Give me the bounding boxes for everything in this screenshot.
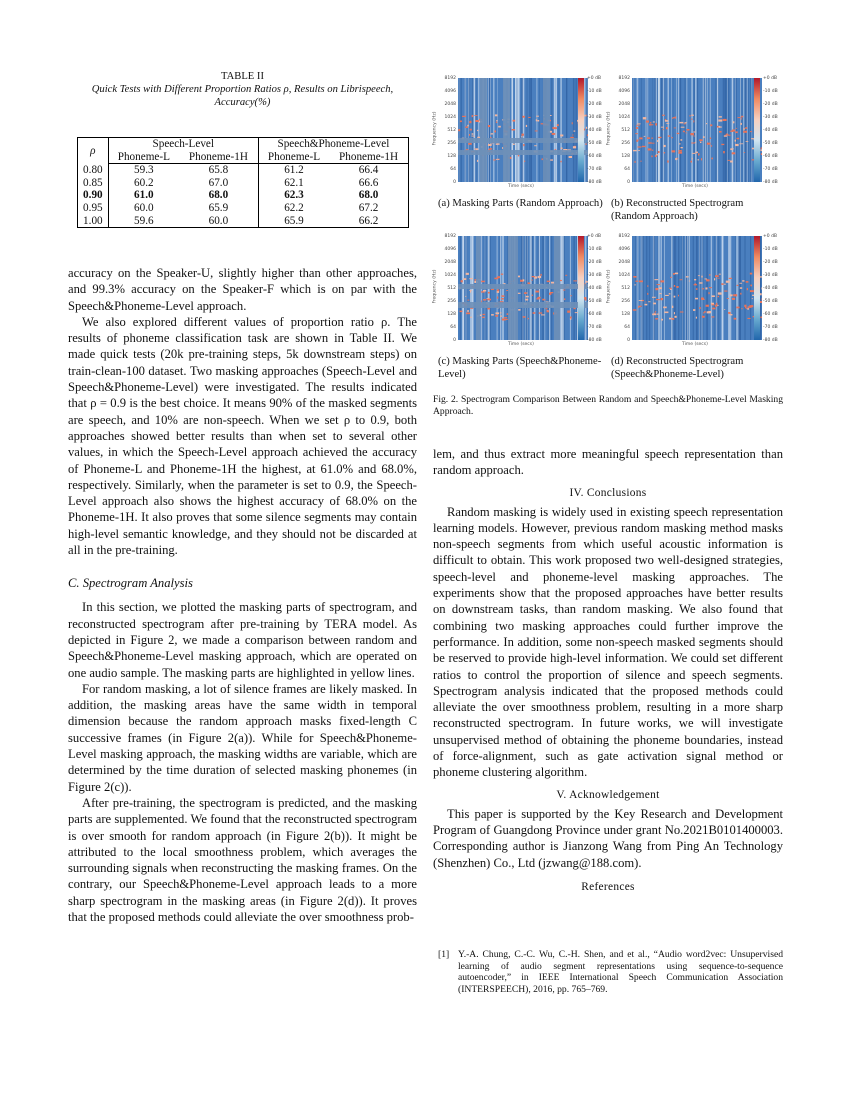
subcaption-b: (b) Reconstructed Spectrogram (Random Approach) [611,198,744,222]
spectrogram-a [458,78,588,182]
y-tick-label: 128 [447,312,456,317]
y-tick-label: 256 [447,299,456,304]
cell: 67.0 [208,176,229,189]
colorbar-label: -20 dB [587,260,602,265]
table-row [78,177,409,190]
section-heading: C. Spectrogram Analysis [68,576,193,591]
y-tick-label: 256 [621,141,630,146]
spectrogram-b-image [632,78,762,182]
colorbar-label: -20 dB [763,102,778,107]
cell: 61.0 [134,189,154,202]
colorbar [754,236,760,340]
y-tick-label: 512 [621,286,630,291]
y-axis-label: Frequency (Hz) [432,111,438,146]
y-axis-label: Frequency (Hz) [606,269,612,304]
colorbar-label: -40 dB [587,286,602,291]
y-tick-label: 256 [621,299,630,304]
y-tick-label: 256 [447,141,456,146]
cell: 0.80 [78,164,109,177]
colorbar-label: +0 dB [587,76,602,81]
y-tick-label: 64 [450,325,456,330]
cell: 65.9 [258,215,329,228]
colorbar-label: -70 dB [587,167,602,172]
colorbar-label: -60 dB [763,312,778,317]
figure-caption: Fig. 2. Spectrogram Comparison Between Random and Speech&Phoneme-Level Masking Approach. [433,394,783,417]
y-tick-label: 1024 [618,115,630,120]
cell: 68.0 [329,189,408,202]
colorbar-label: -30 dB [587,273,602,278]
y-tick-label: 2048 [444,102,456,107]
cell: 61.2 [258,164,329,177]
colorbar-label: +0 dB [763,76,778,81]
cell: 65.8 [208,164,229,177]
x-axis-label: Time (secs) [682,184,708,189]
y-tick-label: 64 [624,325,630,330]
cell: 67.2 [329,202,408,215]
colorbar-label: -10 dB [763,89,778,94]
x-axis-label: Time (secs) [508,342,534,347]
reference-number: [1] [438,949,450,960]
colorbar-label: -60 dB [763,154,778,159]
paragraph: In this section, we plotted the masking parts of spectrogram, and reconstructed spectrogram after pre-training by TERA model. As depicted in Figure 2, we made a comparison between random and Speech&Phoneme-Level masking approach, which are operated on one audio sample. The masking parts are highlighted in yellow lines. [68,600,417,680]
table-row [78,164,409,177]
y-tick-label: 512 [447,286,456,291]
paragraph: accuracy on the Speaker-U, slightly higher than other approaches, and 99.3% accuracy on the Speaker-F which is on par with the Speech&Phoneme-Level approach. [68,266,417,313]
col-header: Phoneme-L [108,151,179,164]
colorbar-label: -20 dB [763,260,778,265]
table-subtitle: Quick Tests with Different Proportion Ratios ρ, Results on Librispeech, Accuracy(%) [91,84,394,108]
colorbar-label: -70 dB [587,325,602,330]
colorbar-label: -70 dB [763,325,778,330]
cell: 62.3 [258,189,329,202]
y-tick-label: 4096 [618,247,630,252]
x-axis-label: Time (secs) [682,342,708,347]
spectrogram-c [458,236,588,340]
cell: 59.6 [108,215,179,228]
group-speech-phoneme-level: Speech&Phoneme-Level [258,138,408,151]
section-heading: V. Acknowledgement [556,788,660,801]
y-tick-label: 64 [450,167,456,172]
y-tick-label: 128 [621,312,630,317]
y-tick-label: 1024 [444,273,456,278]
y-tick-label: 2048 [618,102,630,107]
cell: 66.2 [329,215,408,228]
paragraph: For random masking, a lot of silence frames are likely masked. In addition, the masking areas have the same width in temporal dimension because the random approach masks fixed-length C successive frames (in Figure 2(a)). While for Speech&Phoneme-Level masking approach, the masking widths are variable, which are determined by the time duration of selected masking phonemes (in Figure 2(c)). [68,681,417,794]
paragraph: Random masking is widely used in existing speech representation learning models. However, previous random masking method masks non-speech segments from which useful acoustic information is difficult to obtain. This work proposed two well-designed strategies, speech-level and phoneme-level masking approaches. The experiments show that the proposed approaches have better results on downstream tasks, than random masking. We also found that combining two masking approaches could further improve the performance. In addition, some non-speech masked segments should be reserved to provide high-level information. We could set different ratios to control the proportion of silence and speech segments. Spectrogram analysis indicated that the proposed methods could alleviate the over smoothness problem, resulting in a more sharp reconstructed spectrogram. In future works, we will investigate unsupervised method of obtaining the phoneme boundaries, instead of force-alignment, such as gate activation signal method or phoneme clustering algorithm. [433,504,783,780]
cell: 0.90 [78,189,109,202]
colorbar-label: -20 dB [587,102,602,107]
y-tick-label: 8192 [618,76,630,81]
colorbar-label: -60 dB [587,312,602,317]
y-tick-label: 0 [453,180,456,185]
reference-text: Y.-A. Chung, C.-C. Wu, C.-H. Shen, and et al., “Audio word2vec: Unsupervised learning of audio segment representations using sequence-to-sequence autoencoder,” in IEEE International Speech Communication Association (INTERSPEECH), 2016, pp. 765–769. [458,949,783,995]
y-tick-label: 4096 [444,89,456,94]
subcaption-c: (c) Masking Parts (Speech&Phoneme-Level) [438,356,602,380]
cell: 1.00 [78,215,109,228]
subcaption-d: (d) Reconstructed Spectrogram (Speech&Phoneme-Level) [611,356,744,380]
table-row [78,189,409,202]
colorbar-label: -10 dB [587,247,602,252]
section-heading: References [581,880,635,893]
x-axis-label: Time (secs) [508,184,534,189]
colorbar-label: -10 dB [587,89,602,94]
colorbar-label: -60 dB [587,154,602,159]
colorbar-label: -50 dB [587,141,602,146]
table-caption [68,70,417,109]
y-tick-label: 2048 [618,260,630,265]
colorbar-label: +0 dB [763,234,778,239]
colorbar-label: -80 dB [587,338,602,343]
y-tick-label: 8192 [618,234,630,239]
y-tick-label: 8192 [444,234,456,239]
col-header: Phoneme-1H [329,151,408,164]
cell: 62.1 [258,177,329,190]
spectrogram-d [632,236,762,340]
col-header: Phoneme-L [258,151,329,164]
y-tick-label: 512 [621,128,630,133]
colorbar-label: -80 dB [763,180,778,185]
y-tick-label: 0 [627,338,630,343]
cell: 60.0 [134,201,154,214]
section-heading: IV. Conclusions [569,486,647,499]
colorbar-label: -40 dB [587,128,602,133]
colorbar [578,236,584,340]
colorbar-label: -40 dB [763,128,778,133]
cell: 60.0 [179,215,258,228]
colorbar-label: -50 dB [587,299,602,304]
colorbar-label: -70 dB [763,167,778,172]
cell: 66.6 [329,177,408,190]
cell: 62.2 [258,202,329,215]
colorbar-label: -50 dB [763,299,778,304]
y-tick-label: 2048 [444,260,456,265]
cell: 0.95 [78,202,109,215]
paragraph: After pre-training, the spectrogram is predicted, and the masking parts are supplemented. We found that the reconstructed spectrogram is over smooth for random approach (in Figure 2(b)). It might be attributed to the local smoothness problem, which averages the surrounding signals when reconstructing the masking frames. On the contrary, our Speech&Phoneme-Level approach leads to a more sharp spectrogram in the masking areas (in Figure 2(d)). It proves that the proposed methods could alleviate the over smoothness prob- [68,795,417,924]
table-row [78,202,409,215]
cell: 68.0 [208,189,229,202]
paragraph: lem, and thus extract more meaningful speech representation than random approach. [433,447,783,478]
results-table [77,137,409,228]
colorbar-label: -30 dB [763,273,778,278]
colorbar [578,78,584,182]
y-axis-label: Frequency (Hz) [606,111,612,146]
reference-1 [438,949,783,995]
table-label: TABLE II [221,71,264,82]
colorbar-label: +0 dB [587,234,602,239]
spectrogram-c-image [458,236,588,340]
colorbar-label: -80 dB [763,338,778,343]
y-tick-label: 128 [621,154,630,159]
y-tick-label: 0 [627,180,630,185]
right-column [433,446,783,893]
subcaption-a: (a) Masking Parts (Random Approach) [438,198,603,209]
cell: 59.3 [134,164,154,177]
y-tick-label: 512 [447,128,456,133]
paragraph: This paper is supported by the Key Research and Development Program of Guangdong Province under grant No.2021B0101400003. Corresponding author is Jianzong Wang from Ping An Technology (Shenzhen) Co., Ltd (jzwang@188.com). [433,806,783,870]
colorbar-label: -10 dB [763,247,778,252]
colorbar-label: -30 dB [587,115,602,120]
y-tick-label: 1024 [444,115,456,120]
y-tick-label: 4096 [444,247,456,252]
cell: 0.85 [78,177,109,190]
group-speech-level: Speech-Level [108,138,258,151]
colorbar [754,78,760,182]
y-tick-label: 1024 [618,273,630,278]
colorbar-label: -30 dB [763,115,778,120]
colorbar-label: -50 dB [763,141,778,146]
y-tick-label: 8192 [444,76,456,81]
cell: 60.2 [134,176,154,189]
spectrogram-d-image [632,236,762,340]
y-tick-label: 128 [447,154,456,159]
cell: 65.9 [208,201,229,214]
y-tick-label: 0 [453,338,456,343]
left-column [68,265,417,925]
table-row [78,215,409,228]
y-tick-label: 4096 [618,89,630,94]
cell: 66.4 [329,164,408,177]
y-axis-label: Frequency (Hz) [432,269,438,304]
col-header: Phoneme-1H [179,151,258,164]
spectrogram-b [632,78,762,182]
rho-header: ρ [78,138,109,164]
y-tick-label: 64 [624,167,630,172]
spectrogram-a-image [458,78,588,182]
colorbar-label: -80 dB [587,180,602,185]
paragraph: We also explored different values of proportion ratio ρ. The results of phoneme classification task are shown in Table II. We made quick tests (20k pre-training steps, 5k downstream steps) on train-clean-100 dataset. Two masking approaches (Speech-Level and Speech&Phoneme-Level) were investigated. The results indicated that ρ = 0.9 is the best choice. It means 90% of the masked segments are speech, and 10% are non-speech. When we set ρ to 0.9, both approaches showed better results than when set to several other values, in which the Speech-Level approach achieved the accuracy of Phoneme-L and Phoneme-1H the highest, at 61.0% and 68.0%, respectively. Similarly, when the parameter is set to 0.9, the Speech-Level approach also shows the highest accuracy of 68.0% on the Phoneme-1H. It also proves that some silence segments may contain high-level semantic knowledge, and they should not be discarded at all in the pre-training. [68,314,417,558]
colorbar-label: -40 dB [763,286,778,291]
